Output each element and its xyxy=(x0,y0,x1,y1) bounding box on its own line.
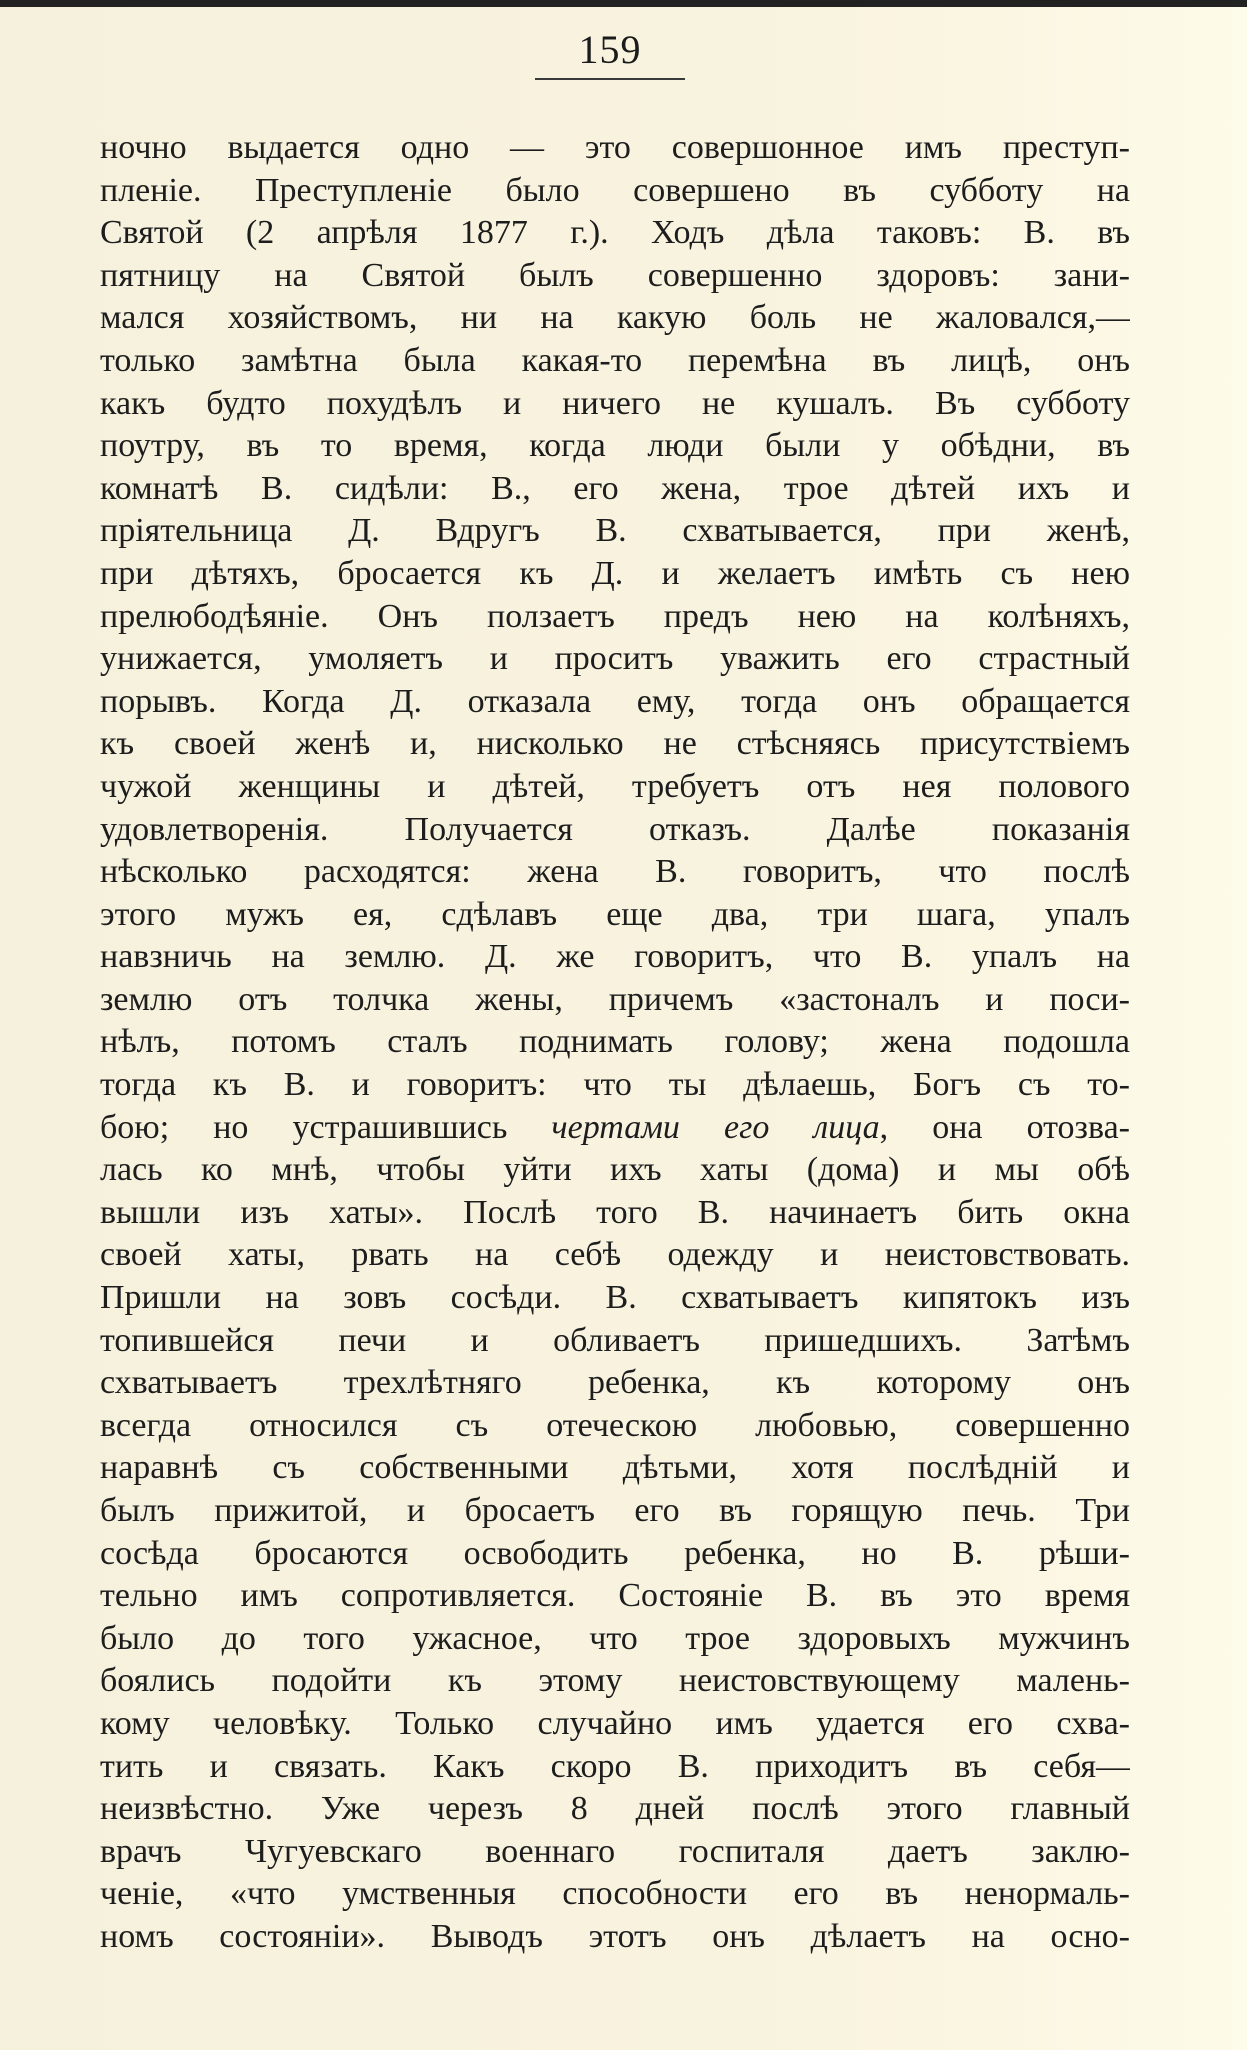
body-text xyxy=(100,127,1130,1959)
text-line: унижается, умоляетъ и проситъ уважить его страстный xyxy=(100,640,1130,678)
text-line: къ своей женѣ и, нисколько не стѣсняясь присутствіемъ xyxy=(100,725,1130,763)
text-line: было до того ужасное, что трое здоровыхъ мужчинъ xyxy=(100,1619,1130,1657)
text-line: своей хаты, рвать на себѣ одежду и неистовствовать. xyxy=(100,1236,1130,1274)
text-line: ночно выдается одно — это совершонное имъ преступ- xyxy=(100,129,1130,166)
text-line: вышли изъ хаты». Послѣ того В. начинаетъ бить окна xyxy=(100,1193,1130,1231)
text-line: тогда къ В. и говоритъ: что ты дѣлаешь, Богъ съ то- xyxy=(100,1066,1130,1104)
text-line: навзничь на землю. Д. же говоритъ, что В. упалъ на xyxy=(100,938,1130,976)
text-line: топившейся печи и обливаетъ пришедшихъ. Затѣмъ xyxy=(100,1321,1130,1359)
text-line: тельно имъ сопротивляется. Состояніе В. въ это время xyxy=(100,1577,1130,1615)
text-line: тить и связать. Какъ скоро В. приходитъ въ себя— xyxy=(100,1747,1130,1785)
text-line: былъ прижитой, и бросаетъ его въ горящую печь. Три xyxy=(100,1492,1130,1529)
text-line: только замѣтна была какая-то перемѣна въ лицѣ, онъ xyxy=(100,341,1130,379)
text-segment: бою; но устрашившись xyxy=(100,1108,552,1146)
text-line: Святой (2 апрѣля 1877 г.). Ходъ дѣла таковъ: В. въ xyxy=(100,214,1130,252)
italic-emphasis: чертами его лица xyxy=(551,1108,880,1146)
text-line: кому человѣку. Только случайно имъ удается его схва- xyxy=(100,1704,1130,1742)
text-line: пленіе. Преступленіе было совершено въ субботу на xyxy=(100,171,1130,209)
text-line: схватываетъ трехлѣтняго ребенка, къ которому онъ xyxy=(100,1364,1130,1402)
text-line: пріятельница Д. Вдругъ В. схватывается, при женѣ, xyxy=(100,512,1130,550)
text-line: лась ко мнѣ, чтобы уйти ихъ хаты (дома) и мы обѣ xyxy=(100,1151,1130,1189)
text-line: наравнѣ съ собственными дѣтьми, хотя послѣдній и xyxy=(100,1449,1130,1487)
text-segment: , она отозва- xyxy=(879,1108,1130,1146)
text-line: поутру, въ то время, когда люди были у обѣдни, въ xyxy=(100,427,1130,465)
text-line: неизвѣстно. Уже черезъ 8 дней послѣ этого главный xyxy=(100,1790,1130,1828)
text-line: пятницу на Святой былъ совершенно здоровъ: зани- xyxy=(100,256,1130,294)
text-line: Пришли на зовъ сосѣди. В. схватываетъ кипятокъ изъ xyxy=(100,1279,1130,1317)
text-line: удовлетворенія. Получается отказъ. Далѣе показанія xyxy=(100,810,1130,848)
text-line: порывъ. Когда Д. отказала ему, тогда онъ обращается xyxy=(100,682,1130,720)
text-line: комнатѣ В. сидѣли: В., его жена, трое дѣтей ихъ и xyxy=(100,469,1130,507)
text-line xyxy=(100,1107,1130,1150)
text-line: ченіе, «что умственныя способности его въ ненормаль- xyxy=(100,1875,1130,1913)
text-line: номъ состояніи». Выводъ этотъ онъ дѣлаетъ на осно- xyxy=(100,1917,1130,1955)
page-number: 159 xyxy=(578,27,642,72)
text-line: прелюбодѣяніе. Онъ ползаетъ предъ нею на колѣняхъ, xyxy=(100,597,1130,635)
text-line: нѣлъ, потомъ сталъ поднимать голову; жена подошла xyxy=(100,1023,1130,1061)
text-line: чужой женщины и дѣтей, требуетъ отъ нея полового xyxy=(100,767,1130,805)
text-line: нѣсколько расходятся: жена В. говоритъ, что послѣ xyxy=(100,853,1130,891)
page-number-rule xyxy=(535,78,685,80)
text-line: при дѣтяхъ, бросается къ Д. и желаетъ имѣть съ нею xyxy=(100,554,1130,592)
text-line: землю отъ толчка жены, причемъ «застоналъ и поси- xyxy=(100,980,1130,1018)
text-line: сосѣда бросаются освободить ребенка, но В. рѣши- xyxy=(100,1534,1130,1572)
text-line: мался хозяйствомъ, ни на какую боль не жаловался,— xyxy=(100,299,1130,337)
text-line: врачъ Чугуевскаго военнаго госпиталя даетъ заклю- xyxy=(100,1832,1130,1870)
text-line: боялись подойти къ этому неистовствующему малень- xyxy=(100,1662,1130,1700)
text-line: какъ будто похудѣлъ и ничего не кушалъ. Въ субботу xyxy=(100,384,1130,422)
text-line: всегда относился съ отеческою любовью, совершенно xyxy=(100,1406,1130,1444)
text-line: этого мужъ ея, сдѣлавъ еще два, три шага, упалъ xyxy=(100,895,1130,933)
page-top-edge xyxy=(0,0,1247,7)
